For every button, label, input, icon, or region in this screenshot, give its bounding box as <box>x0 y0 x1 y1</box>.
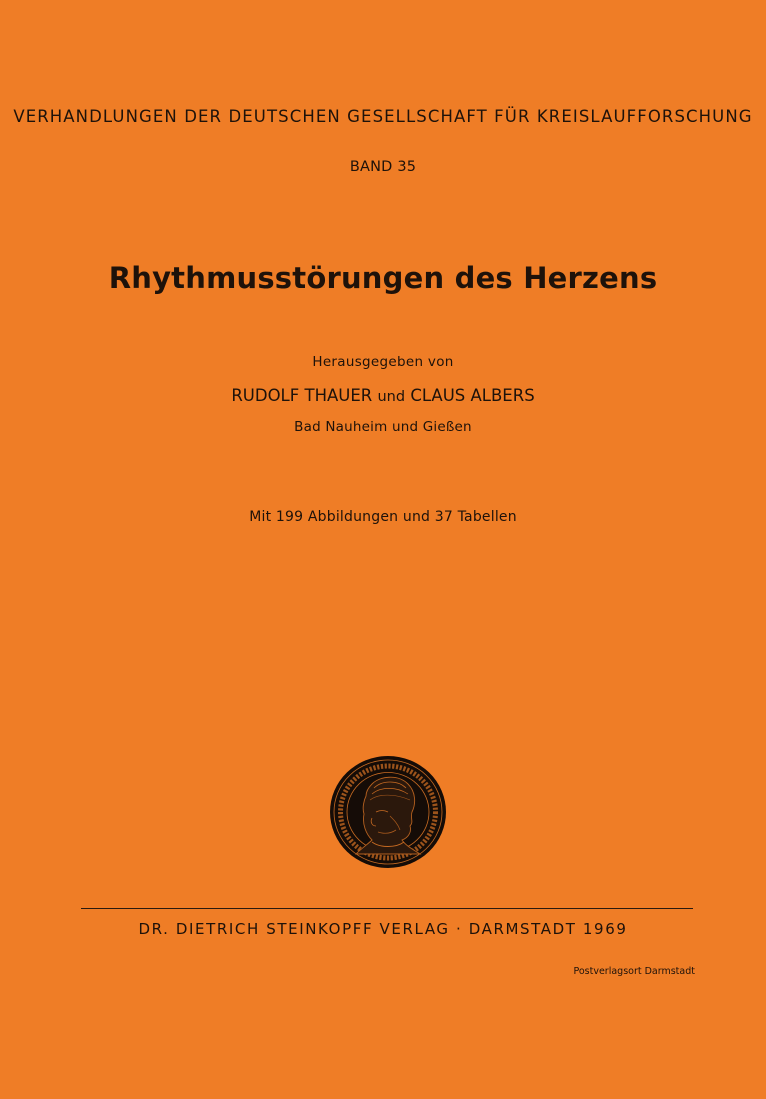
postal-note: Postverlagsort Darmstadt <box>573 966 695 977</box>
editors-line <box>0 384 766 409</box>
publisher-imprint: DR. DIETRICH STEINKOPFF VERLAG · DARMSTADT 1969 <box>138 920 628 938</box>
editor-name-first: RUDOLF THAUER <box>231 386 373 405</box>
edited-by-label: Herausgegeben von <box>312 354 454 370</box>
series-title: VERHANDLUNGEN DER DEUTSCHEN GESELLSCHAFT FÜR KREISLAUFFORSCHUNG <box>13 107 753 126</box>
volume-number: BAND 35 <box>349 159 417 175</box>
book-title: Rhythmusstörungen des Herzens <box>108 261 658 295</box>
divider-rule <box>81 908 693 909</box>
editors-location: Bad Nauheim und Gießen <box>294 419 472 435</box>
editor-name-second: CLAUS ALBERS <box>410 386 535 405</box>
portrait-medallion-seal-icon <box>328 754 448 870</box>
editors-conjunction: und <box>377 389 406 405</box>
illustrations-note: Mit 199 Abbildungen und 37 Tabellen <box>249 509 517 525</box>
